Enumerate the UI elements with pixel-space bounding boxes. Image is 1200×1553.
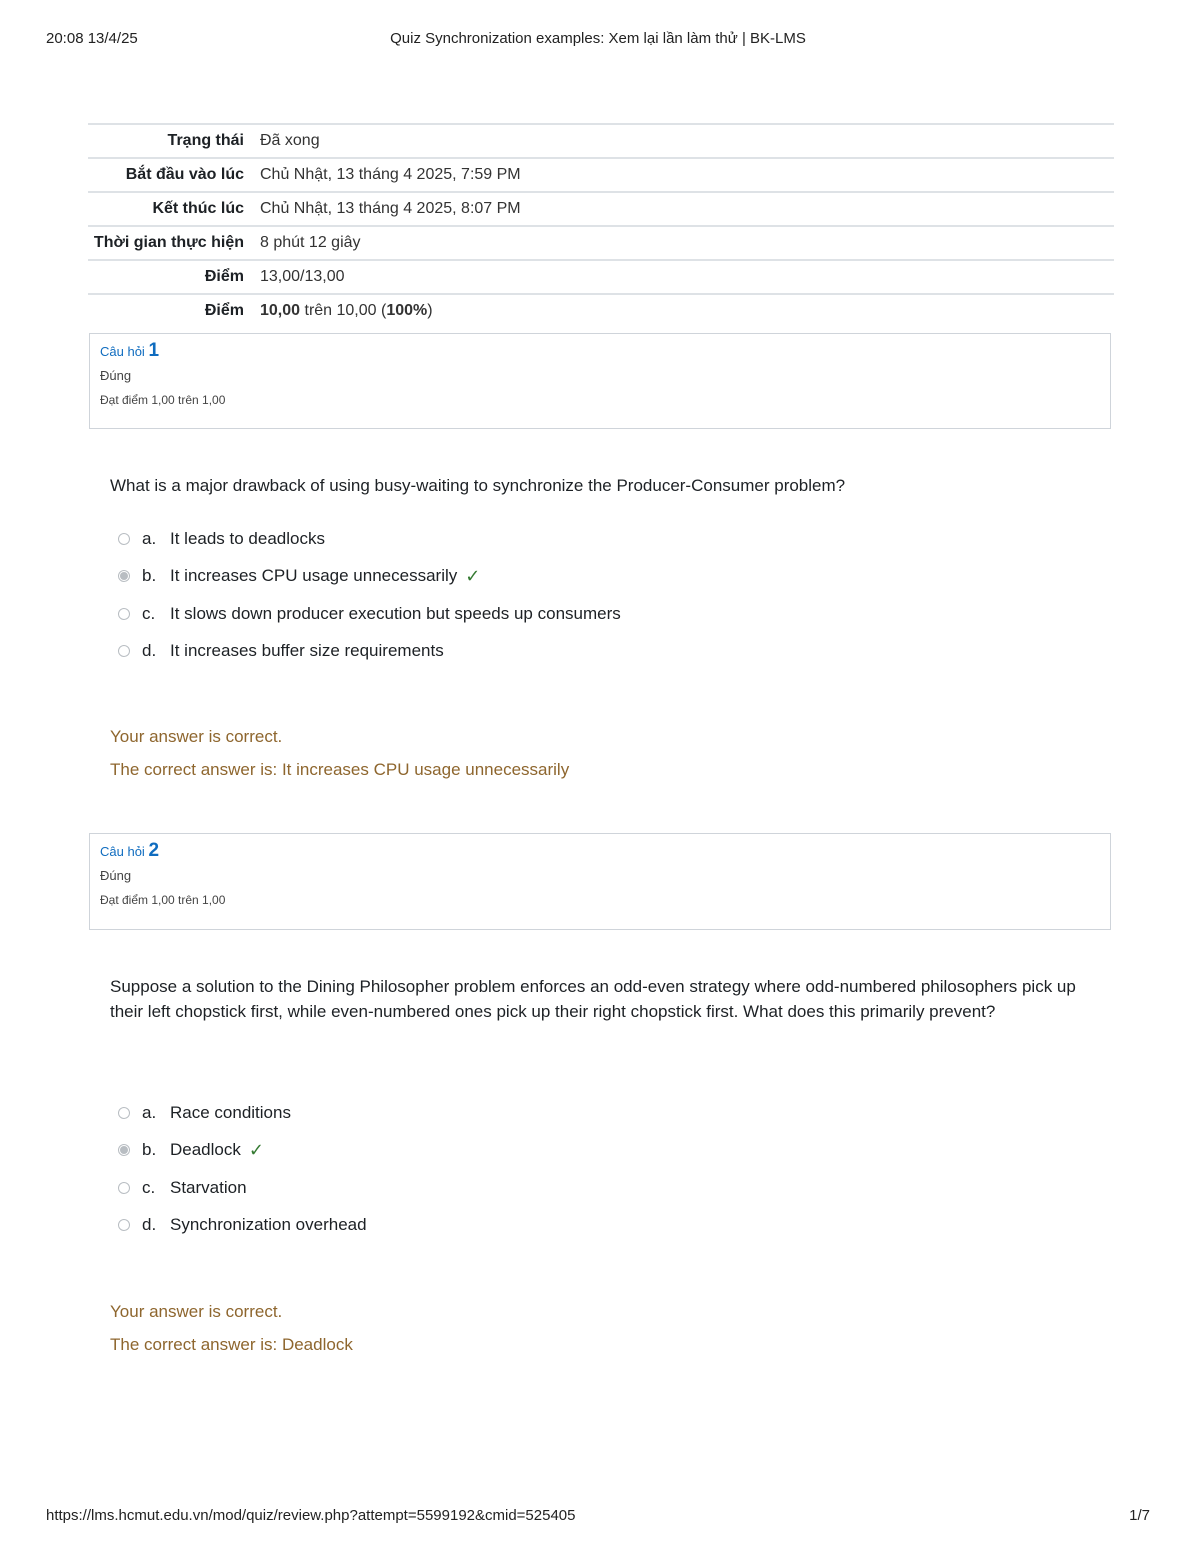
grade-mid: trên 10,00 ( [300, 302, 387, 319]
radio-icon[interactable] [118, 533, 130, 545]
print-header [46, 30, 1150, 50]
option-text: It leads to deadlocks [170, 528, 325, 548]
grade-bold: 10,00 [260, 302, 301, 319]
question-number [100, 840, 1100, 862]
summary-value: 13,00/13,00 [260, 260, 1114, 294]
summary-label: Thời gian thực hiện [88, 226, 260, 260]
answer-options [118, 1094, 367, 1244]
answer-option[interactable] [118, 558, 621, 596]
question-num: 2 [148, 840, 160, 861]
option-text: Synchronization overhead [170, 1215, 367, 1235]
option-text: Deadlock [170, 1140, 241, 1160]
question-number [100, 340, 1100, 362]
answer-option[interactable] [118, 1094, 367, 1132]
option-letter: b. [142, 1140, 157, 1160]
attempt-summary-table [88, 123, 1114, 327]
summary-row [88, 158, 1114, 192]
radio-icon[interactable] [118, 645, 130, 657]
option-text: It increases CPU usage unnecessarily [170, 566, 458, 586]
answer-option[interactable] [118, 1169, 367, 1207]
option-letter: a. [142, 528, 157, 548]
feedback-text: Your answer is correct. [110, 727, 283, 746]
question-grade: Đạt điểm 1,00 trên 1,00 [100, 393, 226, 407]
answer-option[interactable] [118, 1132, 367, 1170]
radio-icon[interactable] [118, 570, 130, 582]
answer-option[interactable] [118, 633, 621, 671]
question-info-box [89, 333, 1111, 429]
summary-row [88, 226, 1114, 260]
option-letter: c. [142, 1177, 156, 1197]
question-num: 1 [148, 340, 160, 361]
print-url: https://lms.hcmut.edu.vn/mod/quiz/review.php?attempt=5599192&cmid=525405 [46, 1507, 576, 1524]
option-letter: b. [142, 566, 157, 586]
summary-label: Kết thúc lúc [88, 192, 260, 226]
question-info-box [89, 833, 1111, 930]
radio-icon[interactable] [118, 608, 130, 620]
radio-icon[interactable] [118, 1144, 130, 1156]
print-page-number: 1/7 [1129, 1507, 1150, 1524]
summary-row [88, 124, 1114, 158]
checkmark-icon: ✓ [465, 565, 481, 586]
summary-row [88, 260, 1114, 294]
option-text: Race conditions [170, 1102, 291, 1122]
summary-value: Chủ Nhật, 13 tháng 4 2025, 8:07 PM [260, 192, 1114, 226]
summary-row [88, 192, 1114, 226]
option-letter: a. [142, 1102, 157, 1122]
summary-label: Trạng thái [88, 124, 260, 158]
question-grade: Đạt điểm 1,00 trên 1,00 [100, 893, 226, 907]
summary-label: Bắt đầu vào lúc [88, 158, 260, 192]
grade-percent: 100% [386, 302, 428, 319]
answer-option[interactable] [118, 1207, 367, 1245]
summary-value: Đã xong [260, 124, 1114, 158]
question-text: Suppose a solution to the Dining Philosopher problem enforces an odd-even strategy where odd-numbered philosophers pick up their left chopstick first, while even-numbered ones pick up their right chopstick first. What does this primarily prevent? [110, 977, 1076, 1021]
answer-options [118, 520, 621, 670]
summary-value [260, 294, 1114, 327]
radio-icon[interactable] [118, 1219, 130, 1231]
question-prefix: Câu hỏi [100, 844, 145, 859]
print-datetime: 20:08 13/4/25 [46, 30, 138, 47]
question-state: Đúng [100, 868, 132, 883]
summary-label: Điểm [88, 294, 260, 327]
option-letter: c. [142, 603, 156, 623]
print-footer [46, 1507, 1150, 1527]
answer-option[interactable] [118, 595, 621, 633]
question-prefix: Câu hỏi [100, 344, 145, 359]
checkmark-icon: ✓ [248, 1139, 264, 1160]
option-text: It increases buffer size requirements [170, 641, 444, 661]
answer-option[interactable] [118, 520, 621, 558]
question-text: What is a major drawback of using busy-waiting to synchronize the Producer-Consumer problem? [110, 476, 846, 495]
radio-icon[interactable] [118, 1182, 130, 1194]
feedback-box [110, 1302, 353, 1368]
summary-label: Điểm [88, 260, 260, 294]
correct-answer-text: The correct answer is: It increases CPU usage unnecessarily [110, 760, 570, 779]
summary-row [88, 294, 1114, 327]
feedback-text: Your answer is correct. [110, 1302, 283, 1321]
option-text: It slows down producer execution but speeds up consumers [170, 603, 621, 623]
option-letter: d. [142, 641, 157, 661]
option-text: Starvation [170, 1177, 247, 1197]
correct-answer-text: The correct answer is: Deadlock [110, 1335, 353, 1354]
feedback-box [110, 727, 569, 793]
summary-value: Chủ Nhật, 13 tháng 4 2025, 7:59 PM [260, 158, 1114, 192]
grade-end: ) [427, 302, 433, 319]
summary-value: 8 phút 12 giây [260, 226, 1114, 260]
option-letter: d. [142, 1215, 157, 1235]
radio-icon[interactable] [118, 1107, 130, 1119]
print-title: Quiz Synchronization examples: Xem lại lần làm thử | BK-LMS [390, 30, 806, 47]
question-state: Đúng [100, 368, 132, 383]
